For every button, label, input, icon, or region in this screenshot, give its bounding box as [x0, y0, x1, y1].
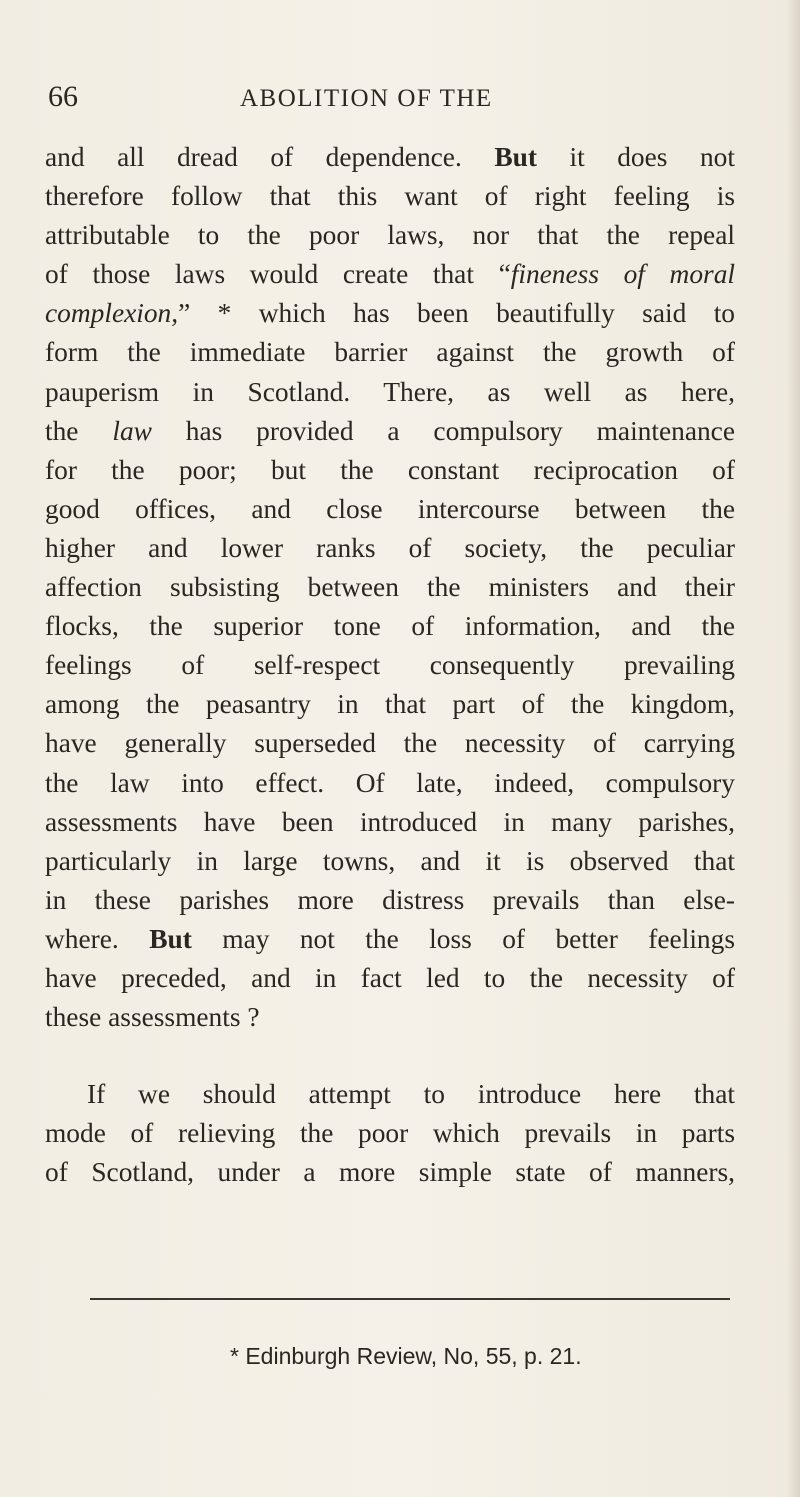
text-line: in these parishes more distress prevails than else- — [45, 884, 735, 915]
text-line: for the poor; but the constant reciprocation of — [45, 454, 735, 485]
text-line: of Scotland, under a more simple state of manners, — [45, 1157, 735, 1188]
text-line: higher and lower ranks of society, the peculiar — [45, 532, 735, 563]
text-line: attributable to the poor laws, nor that the repeal — [45, 220, 735, 251]
text-line: the law into effect. Of late, indeed, compulsory — [45, 767, 735, 798]
text-line: these assessments ? — [45, 1002, 260, 1033]
text-line: have preceded, and in fact led to the necessity of — [45, 962, 735, 993]
text-line: flocks, the superior tone of information, and the — [45, 611, 735, 642]
text-line: particularly in large towns, and it is observed that — [45, 845, 735, 876]
text-line: where. But may not the loss of better feelings — [45, 923, 735, 954]
text-line: assessments have been introduced in many parishes, — [45, 806, 735, 837]
running-head: ABOLITION OF THE — [240, 85, 493, 112]
text-line: feelings of self-respect consequently prevailing — [45, 650, 735, 681]
text-line: among the peasantry in that part of the kingdom, — [45, 689, 735, 720]
text-line: affection subsisting between the ministers and their — [45, 572, 735, 603]
text-line: good offices, and close intercourse between the — [45, 493, 735, 524]
paragraph-gap — [45, 1037, 735, 1075]
text-line: pauperism in Scotland. There, as well as here, — [45, 376, 735, 407]
text-line: If we should attempt to introduce here that — [87, 1079, 735, 1110]
text-line: and all dread of dependence. But it does not — [45, 142, 735, 172]
text-line: complexion,” * which has been beautifully said to — [45, 298, 735, 329]
text-line: form the immediate barrier against the growth of — [45, 337, 735, 368]
text-line: of those laws would create that “fineness of moral — [45, 259, 735, 290]
footnote: * Edinburgh Review, No, 55, p. 21. — [230, 1343, 582, 1369]
text-line: have generally superseded the necessity of carrying — [45, 728, 735, 759]
page-edge-shadow — [786, 0, 800, 1497]
page-number: 66 — [48, 80, 78, 113]
paragraph-2 — [45, 1075, 735, 1192]
text-line: therefore follow that this want of right feeling is — [45, 181, 735, 212]
body-text — [45, 138, 735, 1192]
footnote-rule — [90, 1298, 730, 1300]
paragraph-1 — [45, 138, 735, 1037]
text-line: mode of relieving the poor which prevails in parts — [45, 1118, 735, 1149]
text-line: the law has provided a compulsory maintenance — [45, 415, 736, 446]
